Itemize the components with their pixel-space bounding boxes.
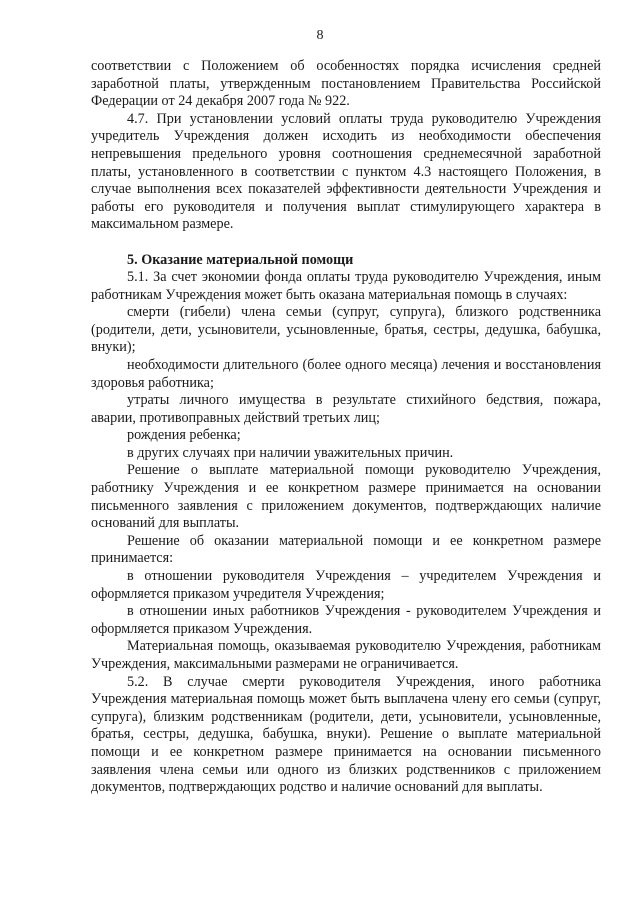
list-item-treatment: необходимости длительного (более одного месяца) лечения и восстановления здоровья работника; (91, 356, 601, 391)
paragraph-4-7: 4.7. При установлении условий оплаты труда руководителю Учреждения учредитель Учреждения должен исходить из необходимости обеспечения непревышения предельного уровня соотношения среднемесячной заработной платы, установленного в соответствии с пунктом 4.3 настоящего Положения, в случае выполнения всех показателей эффективности деятельности Учреждения и работы его руководителя и получения выплат стимулирующего характера в максимальном размере. (91, 110, 601, 233)
paragraph-5-2: 5.2. В случае смерти руководителя Учреждения, иного работника Учреждения материальная помощь может быть выплачена члену его семьи (супруг, супруга), близким родственникам (родители, дети, усыновители, усыновленные, братья, сестры, дедушка, бабушка, внуки). Решение о выплате материальной помощи и ее конкретном размере принимается на основании письменного заявления члена семьи или одного из близких родственников с приложением документов, подтверждающих родство и наличие оснований для выплаты. (91, 673, 601, 796)
list-item-birth: рождения ребенка; (127, 427, 241, 444)
paragraph-no-limit: Материальная помощь, оказываемая руководителю Учреждения, работникам Учреждения, максимальными размерами не ограничивается. (91, 638, 601, 672)
list-item-other-workers: в отношении иных работников Учреждения - руководителем Учреждения и оформляется приказом Учреждения. (91, 603, 601, 637)
paragraph-continuation: соответствии с Положением об особенностях порядка исчисления средней заработной платы, утвержденным постановлением Правительства Российской Федерации от 24 декабря 2007 года № 922. (91, 58, 601, 110)
list-item-other: в других случаях при наличии уважительных причин. (127, 444, 454, 461)
section-heading: 5. Оказание материальной помощи (127, 251, 354, 268)
paragraph-5-1: 5.1. За счет экономии фонда оплаты труда руководителю Учреждения, иным работникам Учреждения может быть оказана материальная помощь в случаях: (91, 268, 601, 303)
page-number: 8 (316, 28, 324, 43)
list-item-director: в отношении руководителя Учреждения – учредителем Учреждения и оформляется приказом учредителя Учреждения; (91, 568, 601, 602)
paragraph-decision: Решение о выплате материальной помощи руководителю Учреждения, работнику Учреждения и ее конкретном размере принимается на основании письменного заявления с приложением документов, подтверждающих наличие оснований для выплаты. (91, 462, 601, 532)
list-item-property-loss: утраты личного имущества в результате стихийного бедствия, пожара, аварии, противоправных действий третьих лиц; (91, 392, 601, 426)
paragraph-decision-made: Решение об оказании материальной помощи и ее конкретном размере принимается: (91, 532, 601, 567)
list-item-death: смерти (гибели) члена семьи (супруг, супруга), близкого родственника (родители, дети, усыновители, усыновленные, братья, сестры, дедушка, бабушка, внуки); (91, 304, 601, 356)
document-body (91, 58, 601, 797)
